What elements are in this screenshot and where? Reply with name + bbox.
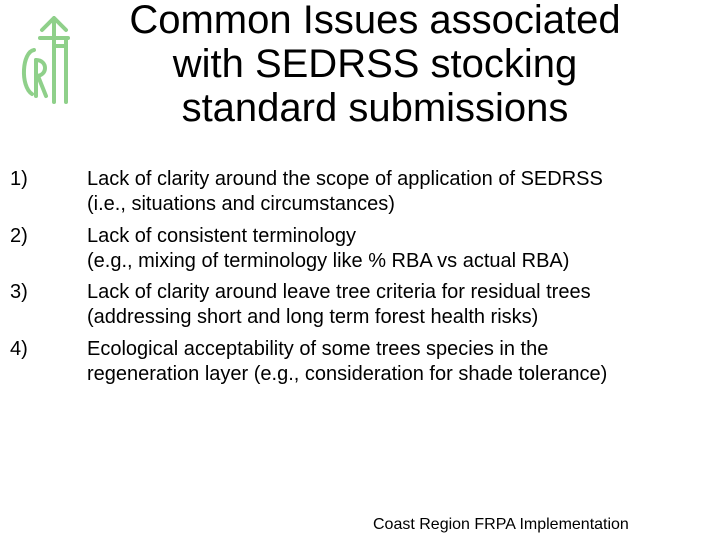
item-line: Lack of clarity around leave tree criteria for residual trees — [87, 281, 591, 303]
item-text — [87, 167, 700, 217]
item-number: 3) — [10, 281, 28, 303]
slide-title — [95, 0, 655, 130]
item-line: Lack of consistent terminology — [87, 224, 357, 247]
item-number: 4) — [10, 337, 28, 360]
list-item — [10, 224, 700, 274]
title-line: with SEDRSS stocking — [172, 42, 578, 86]
item-line: regeneration layer (e.g., consideration for shade tolerance) — [87, 362, 608, 385]
item-line: Lack of clarity around the scope of application of SEDRSS — [87, 168, 603, 190]
list-item — [10, 337, 700, 387]
title-line: Common Issues associated — [129, 0, 621, 42]
crt-logo-icon — [18, 16, 76, 108]
item-text — [87, 280, 700, 330]
item-number: 2) — [10, 224, 28, 247]
list-item — [10, 167, 700, 217]
footer-text: Coast Region FRPA Implementation — [373, 516, 629, 533]
item-line: (e.g., mixing of terminology like % RBA vs actual RBA) — [87, 249, 570, 272]
title-line: standard submissions — [181, 86, 569, 130]
item-line: (i.e., situations and circumstances) — [87, 193, 395, 215]
item-line: (addressing short and long term forest health risks) — [87, 306, 539, 328]
list-item — [10, 280, 700, 330]
item-number: 1) — [10, 168, 28, 190]
item-text — [87, 224, 700, 274]
item-text — [87, 337, 700, 387]
issues-list — [10, 167, 700, 393]
item-line: Ecological acceptability of some trees species in the — [87, 337, 549, 360]
